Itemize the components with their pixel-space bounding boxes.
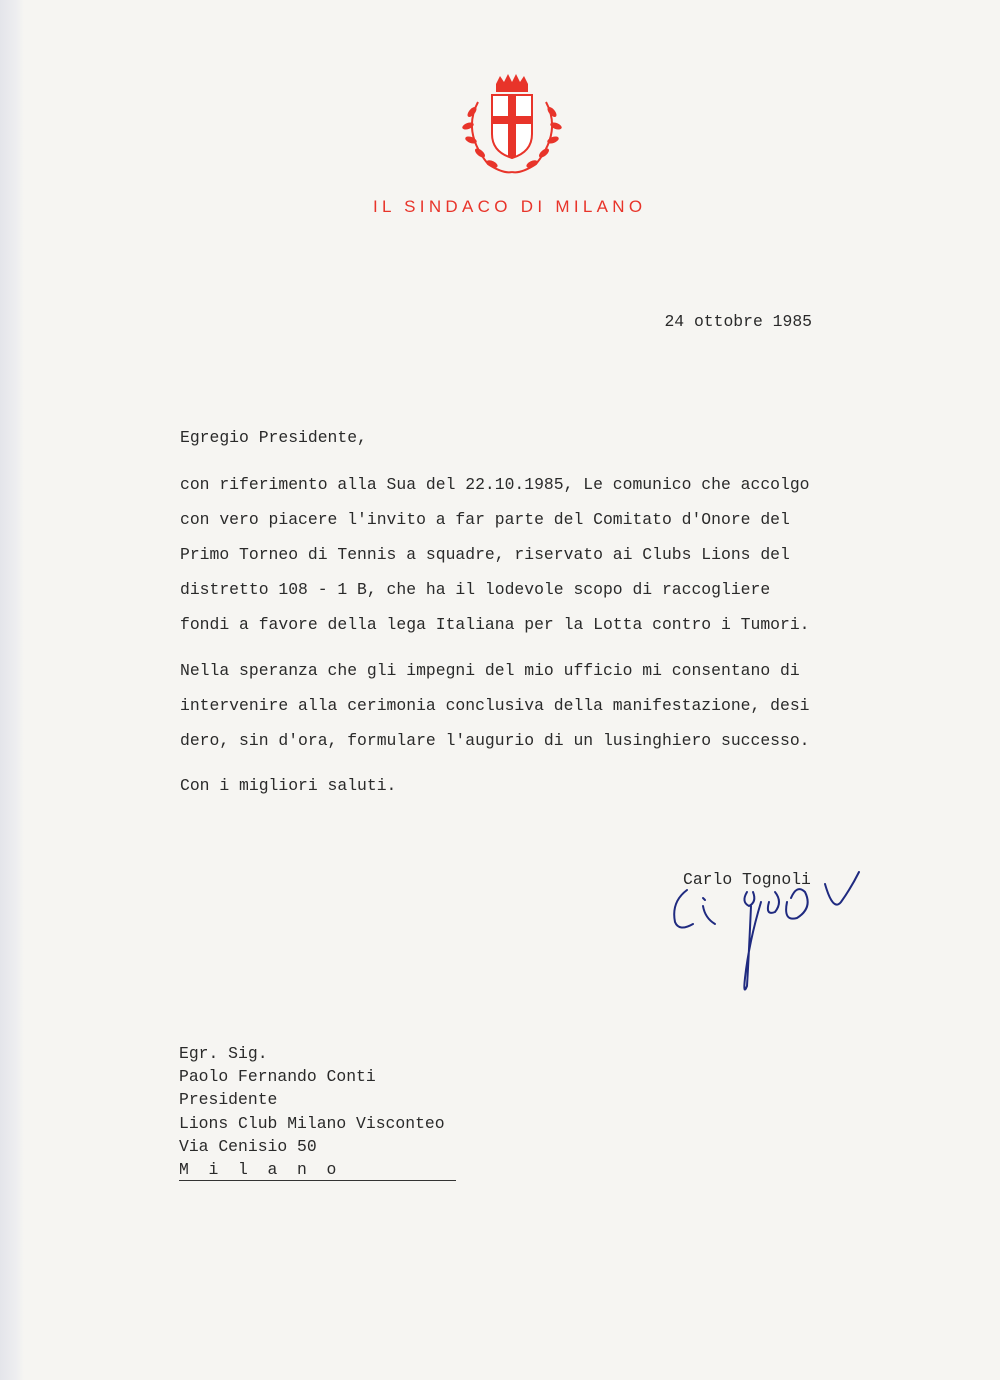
closing: Con i migliori saluti. [180, 776, 397, 795]
address-city: M i l a n o [179, 1160, 337, 1179]
address-line: Egr. Sig. [179, 1044, 268, 1063]
body-line: intervenire alla cerimonia conclusiva della manifestazione, desi [180, 696, 810, 715]
body-line: con vero piacere l'invito a far parte del Comitato d'Onore del [180, 510, 790, 529]
handwritten-signature [665, 862, 895, 1002]
body-line: Nella speranza che gli impegni del mio ufficio mi consentano di [180, 661, 800, 680]
milan-coat-of-arms-logo [458, 72, 566, 180]
address-line: Lions Club Milano Visconteo [179, 1114, 445, 1133]
letter-date: 24 ottobre 1985 [664, 312, 812, 331]
body-line: distretto 108 - 1 B, che ha il lodevole scopo di raccogliere [180, 580, 771, 599]
salutation: Egregio Presidente, [180, 428, 367, 447]
body-line: fondi a favore della lega Italiana per la Lotta contro i Tumori. [180, 615, 810, 634]
address-line: Via Cenisio 50 [179, 1137, 317, 1156]
signatory-name: Carlo Tognoli [683, 870, 811, 889]
scan-edge [0, 0, 24, 1380]
letterhead-title: IL SINDACO DI MILANO [373, 197, 647, 216]
city-underline [179, 1180, 456, 1181]
body-line: con riferimento alla Sua del 22.10.1985, Le comunico che accolgo [180, 475, 810, 494]
address-line: Paolo Fernando Conti [179, 1067, 376, 1086]
body-line: Primo Torneo di Tennis a squadre, riservato ai Clubs Lions del [180, 545, 790, 564]
body-line: dero, sin d'ora, formulare l'augurio di un lusinghiero successo. [180, 731, 810, 750]
address-line: Presidente [179, 1090, 278, 1109]
